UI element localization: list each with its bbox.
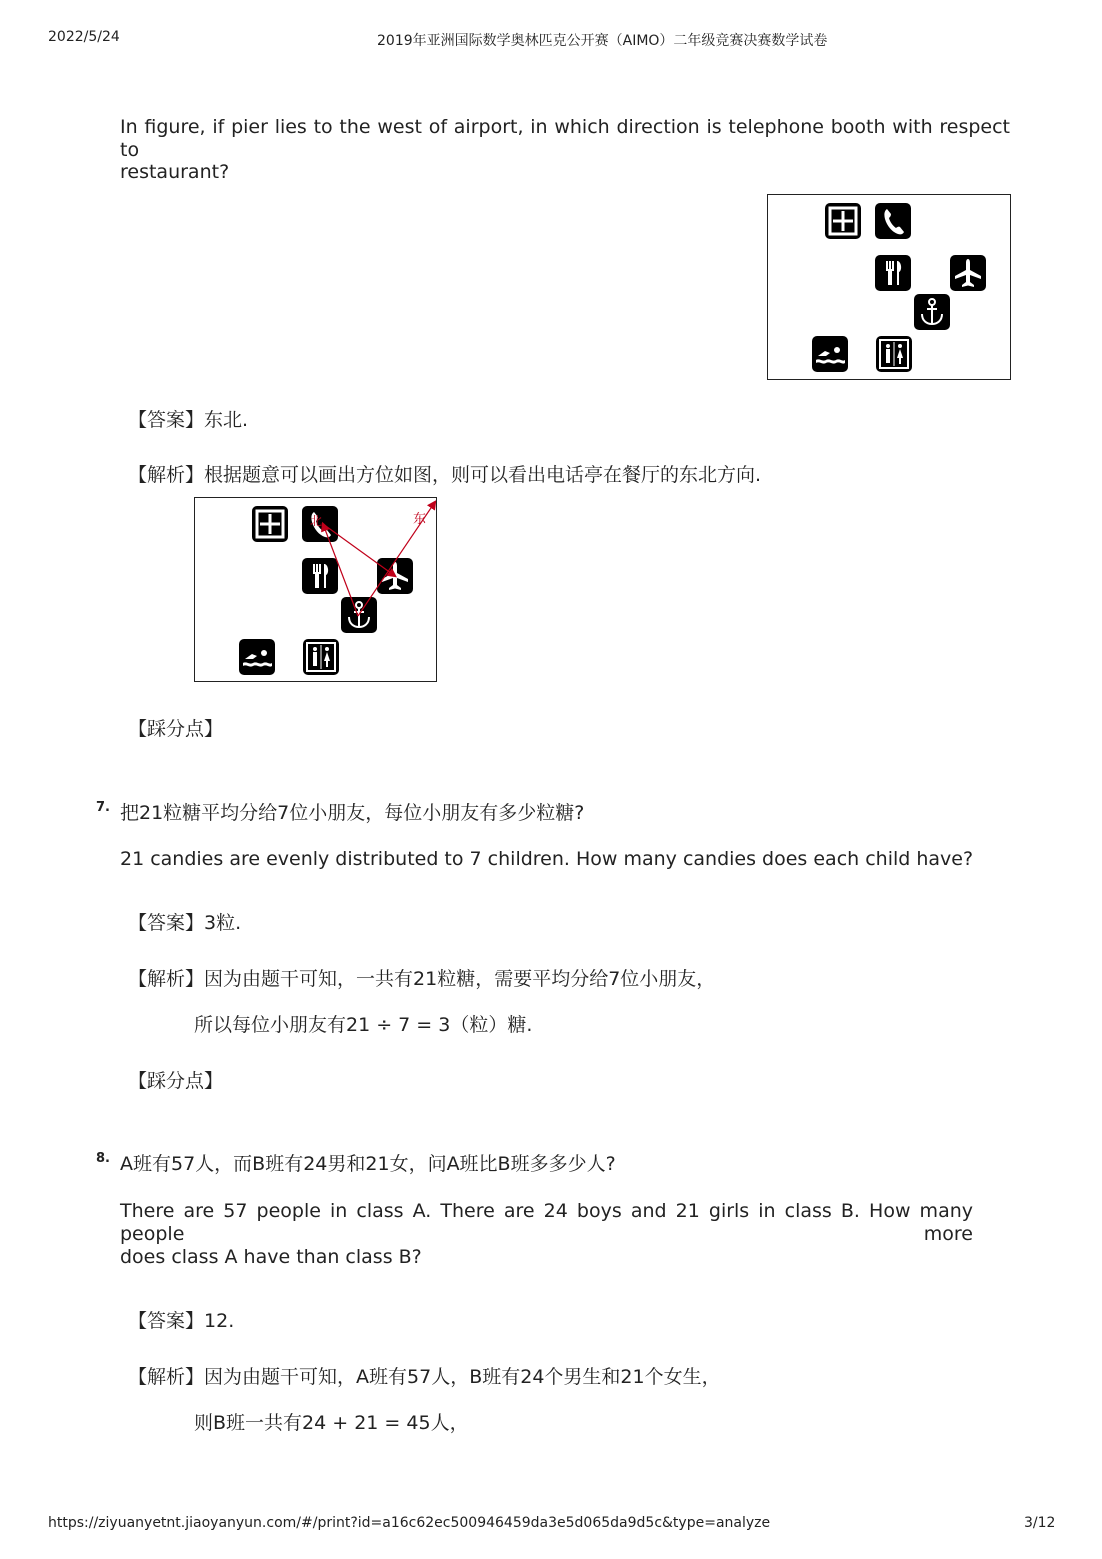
q7-analysis-line2: 所以每位小朋友有21 ÷ 7 = 3（粒）糖. (194, 1014, 533, 1036)
q6-analysis (128, 464, 761, 487)
q8-question-en-line1: There are 57 people in class A. There are 24 boys and 21 girls in class B. How many people more (120, 1200, 973, 1245)
answer-text: 东北. (204, 409, 249, 431)
q6-analysis-figure (194, 497, 437, 682)
q6-answer (128, 409, 248, 432)
q7-score-points: 【踩分点】 (128, 1070, 224, 1092)
q7-answer (128, 912, 241, 935)
analysis-label: 【解析】 (128, 464, 205, 486)
swimming-icon (812, 336, 848, 372)
q8-analysis (128, 1366, 721, 1389)
east-label: 东 (413, 512, 427, 527)
header-title: 2019年亚洲国际数学奥林匹克公开赛（AIMO）二年级竞赛决赛数学试卷 (377, 33, 828, 49)
analysis-label: 【解析】 (128, 1366, 205, 1388)
q6-question-line1: In figure, if pier lies to the west of airport, in which direction is telephone booth with respect to (120, 116, 1010, 161)
analysis-line1: 因为由题干可知，一共有21粒糖，需要平均分给7位小朋友， (204, 968, 716, 990)
analysis-text: 根据题意可以画出方位如图，则可以看出电话亭在餐厅的东北方向. (204, 464, 762, 486)
q8-question-en-line2: does class A have than class B? (120, 1246, 422, 1268)
q8-question-cn: A班有57人，而B班有24男和21女，问A班比B班多多少人? (120, 1153, 616, 1175)
airport-icon (950, 255, 986, 291)
q7-number: 7. (96, 800, 110, 815)
restaurant-icon (875, 255, 911, 291)
q6-score-points: 【踩分点】 (128, 718, 224, 740)
north-arrow (323, 524, 358, 616)
q8-analysis-line2: 则B班一共有24 + 21 = 45人， (194, 1412, 469, 1434)
footer-url-link[interactable]: https://ziyuanyetnt.jiaoyanyun.com/#/print?id=a16c62ec500946459da3e5d065da9d5c&type=analyze (48, 1515, 771, 1531)
q7-analysis (128, 968, 715, 991)
answer-label: 【答案】 (128, 409, 205, 431)
q8-answer (128, 1310, 234, 1333)
footer-page-number: 3/12 (1024, 1515, 1056, 1531)
q7-question-cn: 把21粒糖平均分给7位小朋友，每位小朋友有多少粒糖? (120, 802, 585, 824)
restroom-icon (876, 336, 912, 372)
north-label: 北 (310, 514, 323, 528)
q8-number: 8. (96, 1151, 110, 1166)
answer-label: 【答案】 (128, 912, 205, 934)
header-date: 2022/5/24 (48, 29, 120, 45)
analysis-label: 【解析】 (128, 968, 205, 990)
answer-text: 3粒. (204, 912, 242, 934)
q6-figure (767, 194, 1011, 380)
answer-label: 【答案】 (128, 1310, 205, 1332)
telephone-restaurant-arrow (323, 524, 395, 576)
telephone-icon (875, 203, 911, 239)
answer-text: 12. (204, 1310, 235, 1332)
q6-question-line2: restaurant? (120, 161, 230, 183)
analysis-line1: 因为由题干可知，A班有57人，B班有24个男生和21个女生， (204, 1366, 721, 1388)
q7-question-en: 21 candies are evenly distributed to 7 children. How many candies does each child have? (120, 848, 974, 870)
first-aid-icon (825, 203, 861, 239)
pier-anchor-icon (914, 294, 950, 330)
